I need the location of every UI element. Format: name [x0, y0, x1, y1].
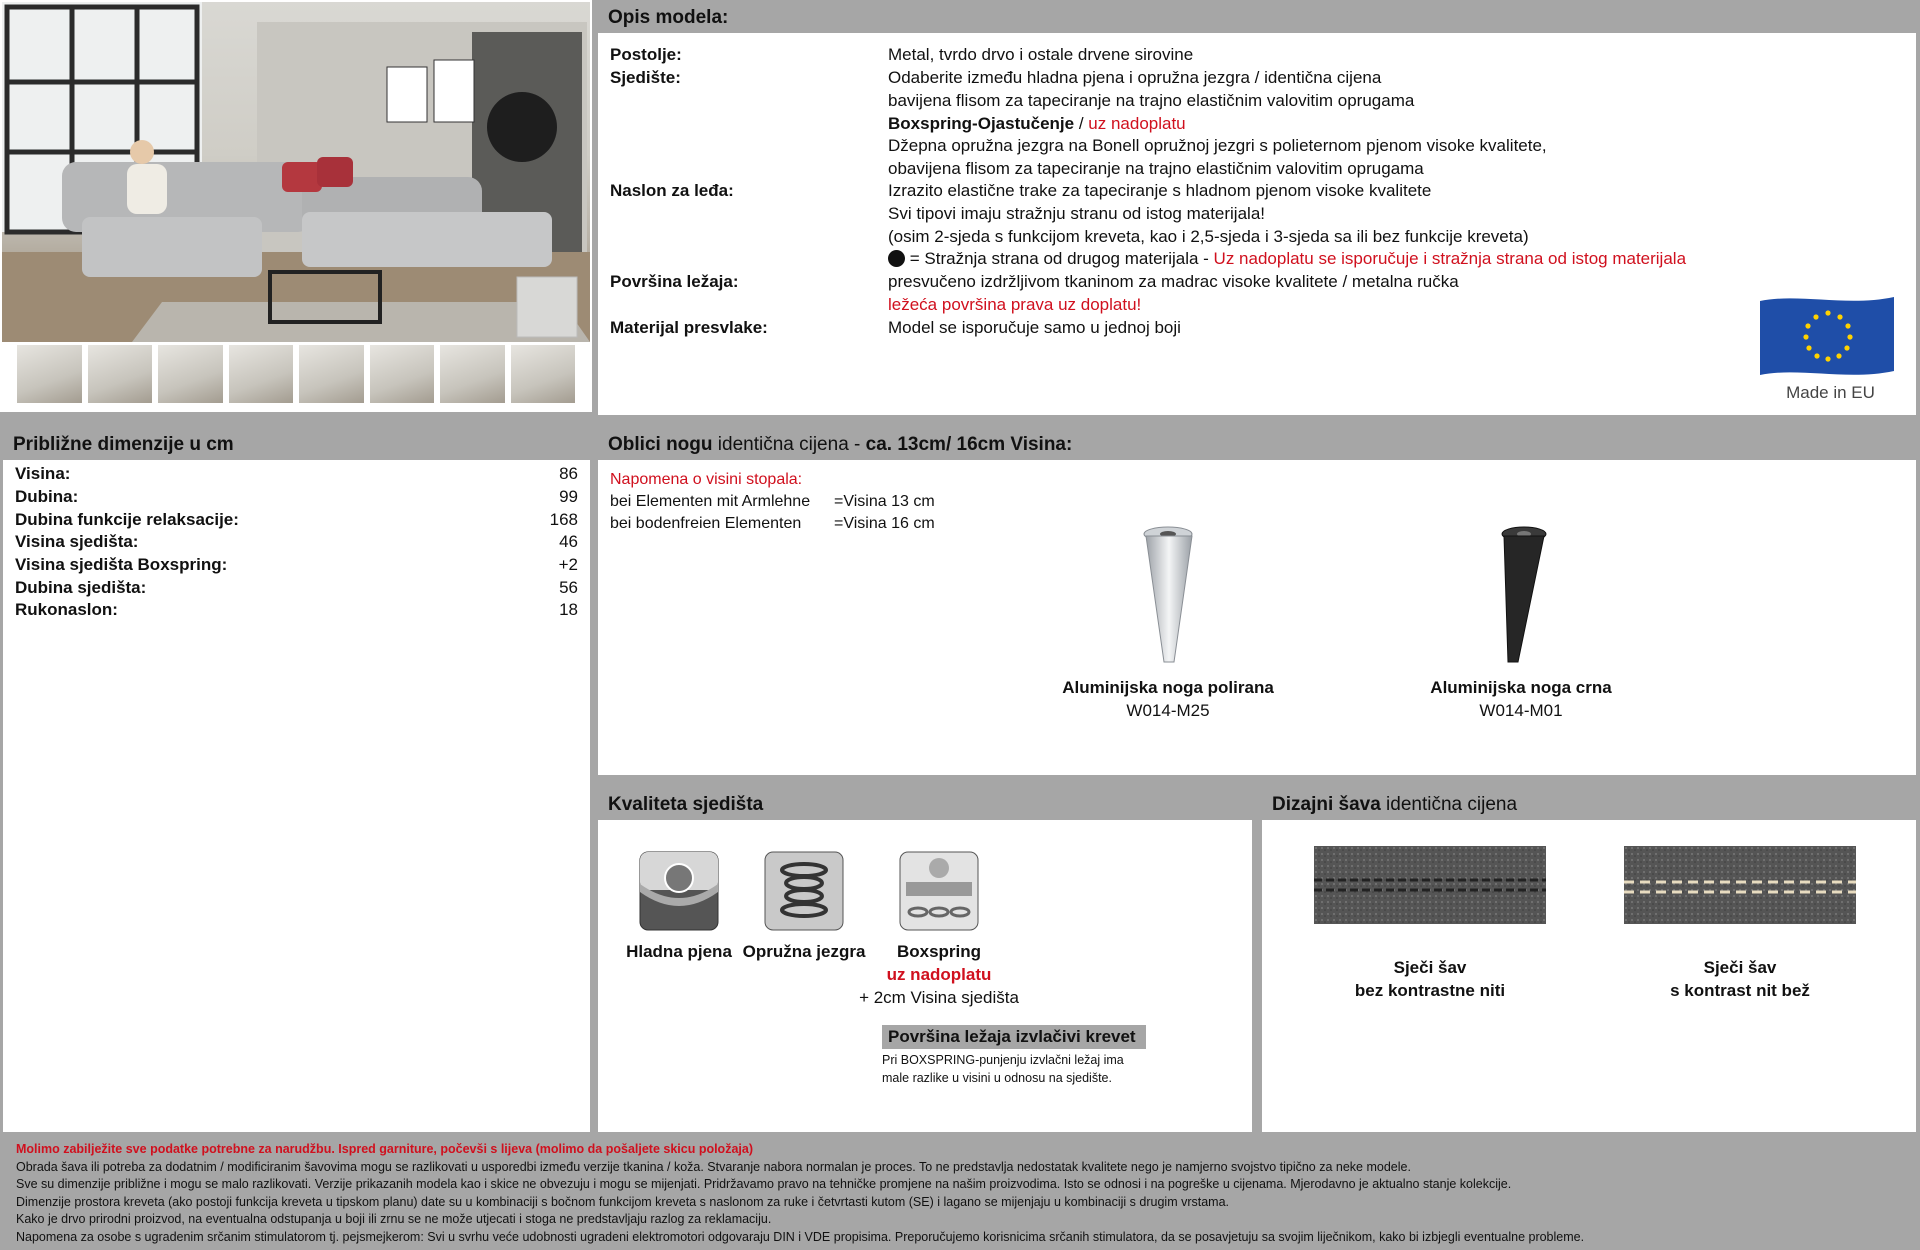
description-panel — [598, 3, 1916, 415]
dimension-label: Visina sjedišta Boxspring: — [15, 555, 228, 574]
label-materijal: Materijal presvlake: — [610, 318, 768, 337]
dimension-row — [15, 555, 578, 577]
note-row-value: =Visina 13 cm — [834, 493, 935, 510]
footer-line: Kako je drvo prirodni proizvod, na eventualna odstupanja u boji ili zrnu se ne može utjecati i stoga ne predstavljaju razlog za reklamaciju. — [16, 1212, 772, 1226]
footer-line: Dimenzije prostora kreveta (ako postoji funkcija kreveta u tipskom planu) date su u kombinaciji s bočnom funkcijom kreveta s naslonom za ruke i četvrtasti kutom (SE) i lagano se mijenjaju u kombinaciji s drugim vrstama. — [16, 1194, 1230, 1209]
desc-line: bavijena flisom za tapeciranje na trajno elastičnim valovitim oprugama — [888, 91, 1415, 110]
sofa-photo — [2, 2, 590, 342]
desc-line: Izrazito elastične trake za tapeciranje s hladnom pjenom visoke kvalitete — [888, 181, 1432, 200]
label-postolje: Postolje: — [610, 45, 682, 64]
legs-header: Oblici nogu identična cijena - ca. 13cm/ 16cm Visina: — [598, 430, 1916, 460]
dimension-row — [15, 487, 578, 509]
seam-subtitle: bez kontrastne niti — [1354, 981, 1506, 1000]
desc-line: Odaberite između hladna pjena i opružna jezgra / identična cijena — [888, 68, 1382, 87]
dimension-value: 168 — [549, 510, 578, 529]
dimension-value: 56 — [559, 578, 578, 597]
eu-flag-icon — [1758, 293, 1898, 383]
back-note-line — [888, 249, 1686, 269]
polished-leg-image — [1134, 522, 1204, 667]
quality-name: Hladna pjena — [626, 942, 732, 961]
sofa-bed-text-line: male razlike u visini u odnosu na sjedište. — [882, 1070, 1112, 1085]
sofa-bed-text — [882, 1052, 1182, 1087]
dimension-label: Dubina: — [15, 487, 79, 506]
dimension-row — [15, 510, 578, 532]
seam-design-header: Dizajni šava identična cijena — [1262, 790, 1916, 820]
desc-line: obavijena flisom za tapeciranje na trajno elastičnim valovitim oprugama — [888, 159, 1424, 178]
lying-surface-note: ležeća površina prava uz doplatu! — [888, 295, 1142, 314]
desc-line: Džepna opružna jezgra na Bonell opružnoj jezgri s polieternom pjenom visoke kvalitete, — [888, 136, 1547, 155]
leg-polished-icon — [1134, 522, 1204, 667]
dimension-label: Visina sjedišta: — [15, 532, 139, 551]
thumbnail[interactable] — [369, 344, 436, 404]
seat-quality-panel — [598, 790, 1252, 1132]
quality-name: Opružna jezgra — [742, 942, 866, 961]
sofa-bed-text-line: Pri BOXSPRING-punjenju izvlačni ležaj ima — [882, 1053, 1124, 1067]
seam-title: Sječi šav — [1703, 958, 1777, 977]
living-room-illustration — [2, 2, 590, 342]
desc-line: Metal, tvrdo drvo i ostale drvene sirovine — [888, 45, 1194, 64]
footer-line: Obrada šava ili potreba za dodatnim / modificiranim šavovima mogu se razlikovati u usporedbi između verzije tkanina / koža. Stvaranje nabora normalan je proces. To ne predstavlja nedostatak kvalitete nego je namjerno svojstvo tipično za neke modele. — [16, 1159, 1411, 1174]
label-povrsina: Površina ležaja: — [610, 272, 739, 291]
boxspring-icon — [898, 850, 980, 932]
spring-core-icon — [763, 850, 845, 932]
dimension-label: Visina: — [15, 464, 71, 483]
footer-notes — [16, 1141, 1911, 1246]
label-sjediste: Sjedište: — [610, 68, 681, 87]
leg-code: W014-M25 — [1126, 701, 1210, 720]
black-dot-icon — [888, 250, 905, 267]
dimension-value: 99 — [559, 487, 578, 506]
thumbnail[interactable] — [439, 344, 506, 404]
description-header: Opis modela: — [598, 3, 1916, 33]
dimensions-header: Približne dimenzije u cm — [3, 430, 590, 460]
note-row-label: bei Elementen mit Armlehne — [610, 493, 811, 510]
thumbnail[interactable] — [16, 344, 83, 404]
desc-line: (osim 2-sjeda s funkcijom kreveta, kao i 2,5-sjeda i 3-sjeda sa ili bez funkcije kreveta) — [888, 227, 1529, 246]
sofa-bed-title: Površina ležaja izvlačivi krevet — [882, 1025, 1146, 1049]
boxspring-surcharge: uz nadoplatu — [886, 965, 992, 984]
seam-subtitle: s kontrast nit bež — [1670, 981, 1810, 1000]
seat-quality-header: Kvaliteta sjedišta — [598, 790, 1252, 820]
footer-warning: Molimo zabilježite sve podatke potrebne za narudžbu. Ispred garniture, počevši s lijeva (molimo da pošaljete skicu položaja) — [16, 1142, 753, 1156]
boxspring-label: Boxspring-Ojastučenje — [888, 114, 1075, 133]
seam-design-panel — [1262, 790, 1916, 1132]
legs-panel — [598, 430, 1916, 775]
desc-line: Svi tipovi imaju stražnju stranu od istog materijala! — [888, 204, 1265, 223]
back-note: = Stražnja strana od drugog materijala - — [909, 249, 1209, 268]
photo-panel — [0, 0, 592, 412]
surcharge-note: uz nadoplatu — [1088, 114, 1186, 133]
footer-line: Sve su dimenzije približne i mogu se malo razlikovati. Verzije prikazanih modela kao i skice ne obvezuju i mogu se mijenjati. Pridržavamo pravo na tehničke promjene na našim proizvodima. Isto se odnosi i na pogreške u cijenama. Mjerodavno je aktualno stanje kolekcije. — [16, 1177, 1512, 1191]
dimension-value: 18 — [559, 600, 578, 619]
note-row-label: bei bodenfreien Elementen — [610, 515, 802, 532]
note-row-value: =Visina 16 cm — [834, 515, 935, 532]
thumbnail[interactable] — [510, 344, 577, 404]
thumbnail[interactable] — [87, 344, 154, 404]
dimension-row — [15, 532, 578, 554]
made-in-eu-badge — [1758, 293, 1898, 403]
dimensions-panel — [3, 430, 590, 1132]
thumbnail[interactable] — [228, 344, 295, 404]
dimension-row — [15, 464, 578, 486]
leg-name: Aluminijska noga crna — [1430, 678, 1612, 697]
dimension-value: 86 — [559, 464, 578, 483]
black-leg-image — [1486, 522, 1556, 667]
desc-line: presvučeno izdržljivom tkaninom za madrac visoke kvalitete / metalna ručka — [888, 272, 1459, 291]
cold-foam-icon — [638, 850, 720, 932]
separator: / — [1074, 114, 1089, 133]
seam-title: Sječi šav — [1393, 958, 1467, 977]
dimension-value: +2 — [558, 555, 578, 574]
label-naslon: Naslon za leđa: — [610, 181, 734, 200]
dimension-label: Dubina sjedišta: — [15, 578, 147, 597]
seam-sample-plain — [1314, 846, 1546, 924]
quality-name: Boxspring — [896, 942, 982, 961]
leg-code: W014-M01 — [1479, 701, 1563, 720]
dimension-row — [15, 600, 578, 622]
dimension-label: Dubina funkcije relaksacije: — [15, 510, 239, 529]
dimension-row — [15, 578, 578, 600]
leg-black-icon — [1486, 522, 1556, 667]
thumbnail-strip[interactable] — [16, 344, 576, 404]
leg-name: Aluminijska noga polirana — [1062, 678, 1274, 697]
boxspring-height-note: + 2cm Visina sjedišta — [859, 988, 1019, 1007]
foot-height-note-title: Napomena o visini stopala: — [610, 471, 803, 488]
thumbnail[interactable] — [298, 344, 365, 404]
back-note-surcharge: Uz nadoplatu se isporučuje i stražnja strana od istog materijala — [1213, 249, 1687, 268]
thumbnail[interactable] — [157, 344, 224, 404]
boxspring-line — [888, 114, 1186, 134]
made-in-eu-text: Made in EU — [1786, 383, 1875, 402]
dimension-label: Rukonaslon: — [15, 600, 118, 619]
seam-sample-contrast — [1624, 846, 1856, 924]
desc-line: Model se isporučuje samo u jednoj boji — [888, 318, 1181, 337]
dimension-value: 46 — [559, 532, 578, 551]
footer-line: Napomena za osobe s ugradenim srčanim stimulatorom tj. pejsmejkerom: Svi u svrhu veće udobnosti ugradeni elektromotori odgovaraju DIN i VDE propisima. Preporučujemo korisnicima srčanih stimulatora, da se posavjetuju sa svojim liječnikom, kako bi izbjegli eventualne probleme. — [16, 1229, 1585, 1244]
